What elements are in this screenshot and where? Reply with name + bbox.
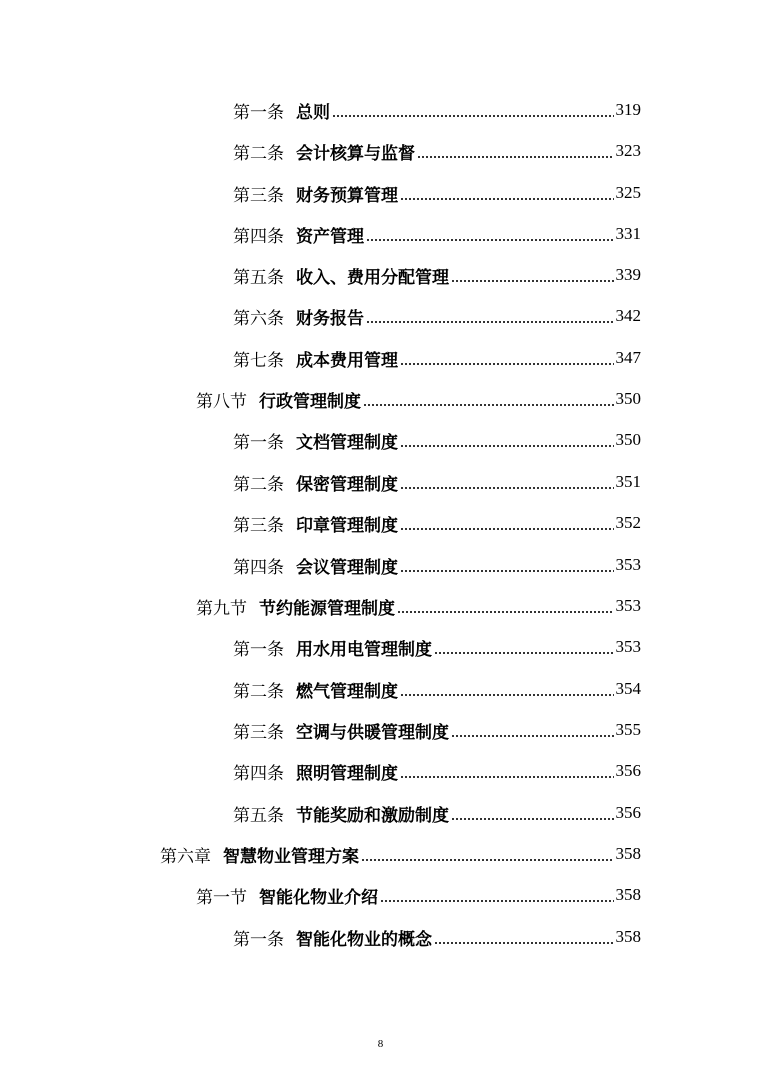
toc-entry[interactable] [233,547,641,583]
toc-entry-number: 第五条 [233,267,284,288]
toc-entry-page: 353 [615,596,641,615]
toc-dot-leader [417,156,614,158]
toc-entry-title: 会议管理制度 [296,557,398,578]
toc-entry-title: 智慧物业管理方案 [223,846,359,867]
toc-entry-page: 323 [615,141,641,160]
toc-entry-number: 第二条 [233,143,284,164]
toc-entry-number: 第四条 [233,557,284,578]
toc-entry[interactable] [233,340,641,376]
toc-dot-leader [400,363,614,365]
toc-entry-page: 331 [615,224,641,243]
toc-entry-number: 第三条 [233,722,284,743]
toc-entry-page: 356 [615,803,641,822]
toc-dot-leader [451,735,614,737]
toc-entry-number: 第一条 [233,102,284,123]
toc-entry[interactable] [233,92,641,128]
toc-entry-page: 358 [615,844,641,863]
toc-dot-leader [400,694,614,696]
toc-entry-page: 350 [615,430,641,449]
toc-entry-number: 第五条 [233,805,284,826]
toc-entry-number: 第一条 [233,432,284,453]
toc-entry[interactable] [233,753,641,789]
toc-entry-page: 354 [615,679,641,698]
toc-dot-leader [400,528,614,530]
toc-entry[interactable] [233,257,641,293]
toc-entry-number: 第一节 [196,887,247,908]
toc-entry-number: 第三条 [233,185,284,206]
toc-entry-page: 356 [615,761,641,780]
toc-entry-number: 第六章 [160,846,211,867]
toc-entry-title: 成本费用管理 [296,350,398,371]
toc-entry-page: 351 [615,472,641,491]
toc-entry-number: 第一条 [233,639,284,660]
page-number: 8 [377,1038,384,1050]
toc-entry-title: 智能化物业介绍 [259,887,378,908]
toc-dot-leader [434,652,614,654]
toc-entry[interactable] [233,133,641,169]
toc-entry-number: 第二条 [233,681,284,702]
toc-entry-title: 印章管理制度 [296,515,398,536]
toc-entry-title: 空调与供暖管理制度 [296,722,449,743]
toc-entry-title: 保密管理制度 [296,474,398,495]
toc-entry-title: 总则 [296,102,330,123]
toc-entry-title: 智能化物业的概念 [296,929,432,950]
toc-dot-leader [361,859,614,861]
toc-dot-leader [366,321,614,323]
toc-entry-page: 355 [615,720,641,739]
toc-dot-leader [400,487,614,489]
toc-entry[interactable] [233,671,641,707]
toc-entry-number: 第四条 [233,763,284,784]
toc-dot-leader [451,280,614,282]
toc-dot-leader [451,818,614,820]
toc-entry-title: 财务预算管理 [296,185,398,206]
toc-entry[interactable] [233,464,641,500]
toc-entry-page: 353 [615,637,641,656]
toc-entry[interactable] [233,505,641,541]
toc-dot-leader [380,900,614,902]
toc-dot-leader [400,570,614,572]
toc-dot-leader [363,404,614,406]
toc-entry-page: 339 [615,265,641,284]
toc-entry-title: 收入、费用分配管理 [296,267,449,288]
toc-entry-page: 358 [615,885,641,904]
toc-entry[interactable] [233,919,641,955]
toc-dot-leader [400,776,614,778]
toc-entry[interactable] [233,629,641,665]
toc-entry-title: 资产管理 [296,226,364,247]
toc-entry-title: 燃气管理制度 [296,681,398,702]
toc-entry-number: 第四条 [233,226,284,247]
toc-entry-number: 第三条 [233,515,284,536]
toc-dot-leader [332,115,614,117]
toc-entry-number: 第六条 [233,308,284,329]
toc-entry-page: 319 [615,100,641,119]
toc-entry-title: 照明管理制度 [296,763,398,784]
toc-entry-page: 350 [615,389,641,408]
toc-entry[interactable] [233,422,641,458]
toc-entry-number: 第九节 [196,598,247,619]
toc-entry[interactable] [233,175,641,211]
toc-dot-leader [397,611,614,613]
toc-entry[interactable] [233,298,641,334]
toc-entry-page: 342 [615,306,641,325]
toc-entry-number: 第二条 [233,474,284,495]
toc-entry-title: 节约能源管理制度 [259,598,395,619]
toc-entry-title: 文档管理制度 [296,432,398,453]
toc-entry-page: 347 [615,348,641,367]
toc-dot-leader [400,198,614,200]
toc-entry-page: 358 [615,927,641,946]
toc-entry-page: 325 [615,183,641,202]
toc-entry-page: 353 [615,555,641,574]
toc-entry-number: 第七条 [233,350,284,371]
toc-entry-page: 352 [615,513,641,532]
toc-entry-title: 行政管理制度 [259,391,361,412]
toc-entry[interactable] [160,836,641,872]
toc-entry[interactable] [233,216,641,252]
toc-entry[interactable] [196,877,641,913]
toc-entry[interactable] [233,712,641,748]
toc-entry[interactable] [233,795,641,831]
toc-entry-title: 节能奖励和激励制度 [296,805,449,826]
toc-dot-leader [400,445,614,447]
toc-entry-title: 用水用电管理制度 [296,639,432,660]
toc-entry-title: 财务报告 [296,308,364,329]
toc-entry[interactable] [196,588,641,624]
toc-entry[interactable] [196,381,641,417]
toc-entry-number: 第一条 [233,929,284,950]
toc-dot-leader [366,239,614,241]
toc-entry-number: 第八节 [196,391,247,412]
toc-entry-title: 会计核算与监督 [296,143,415,164]
toc-dot-leader [434,942,614,944]
